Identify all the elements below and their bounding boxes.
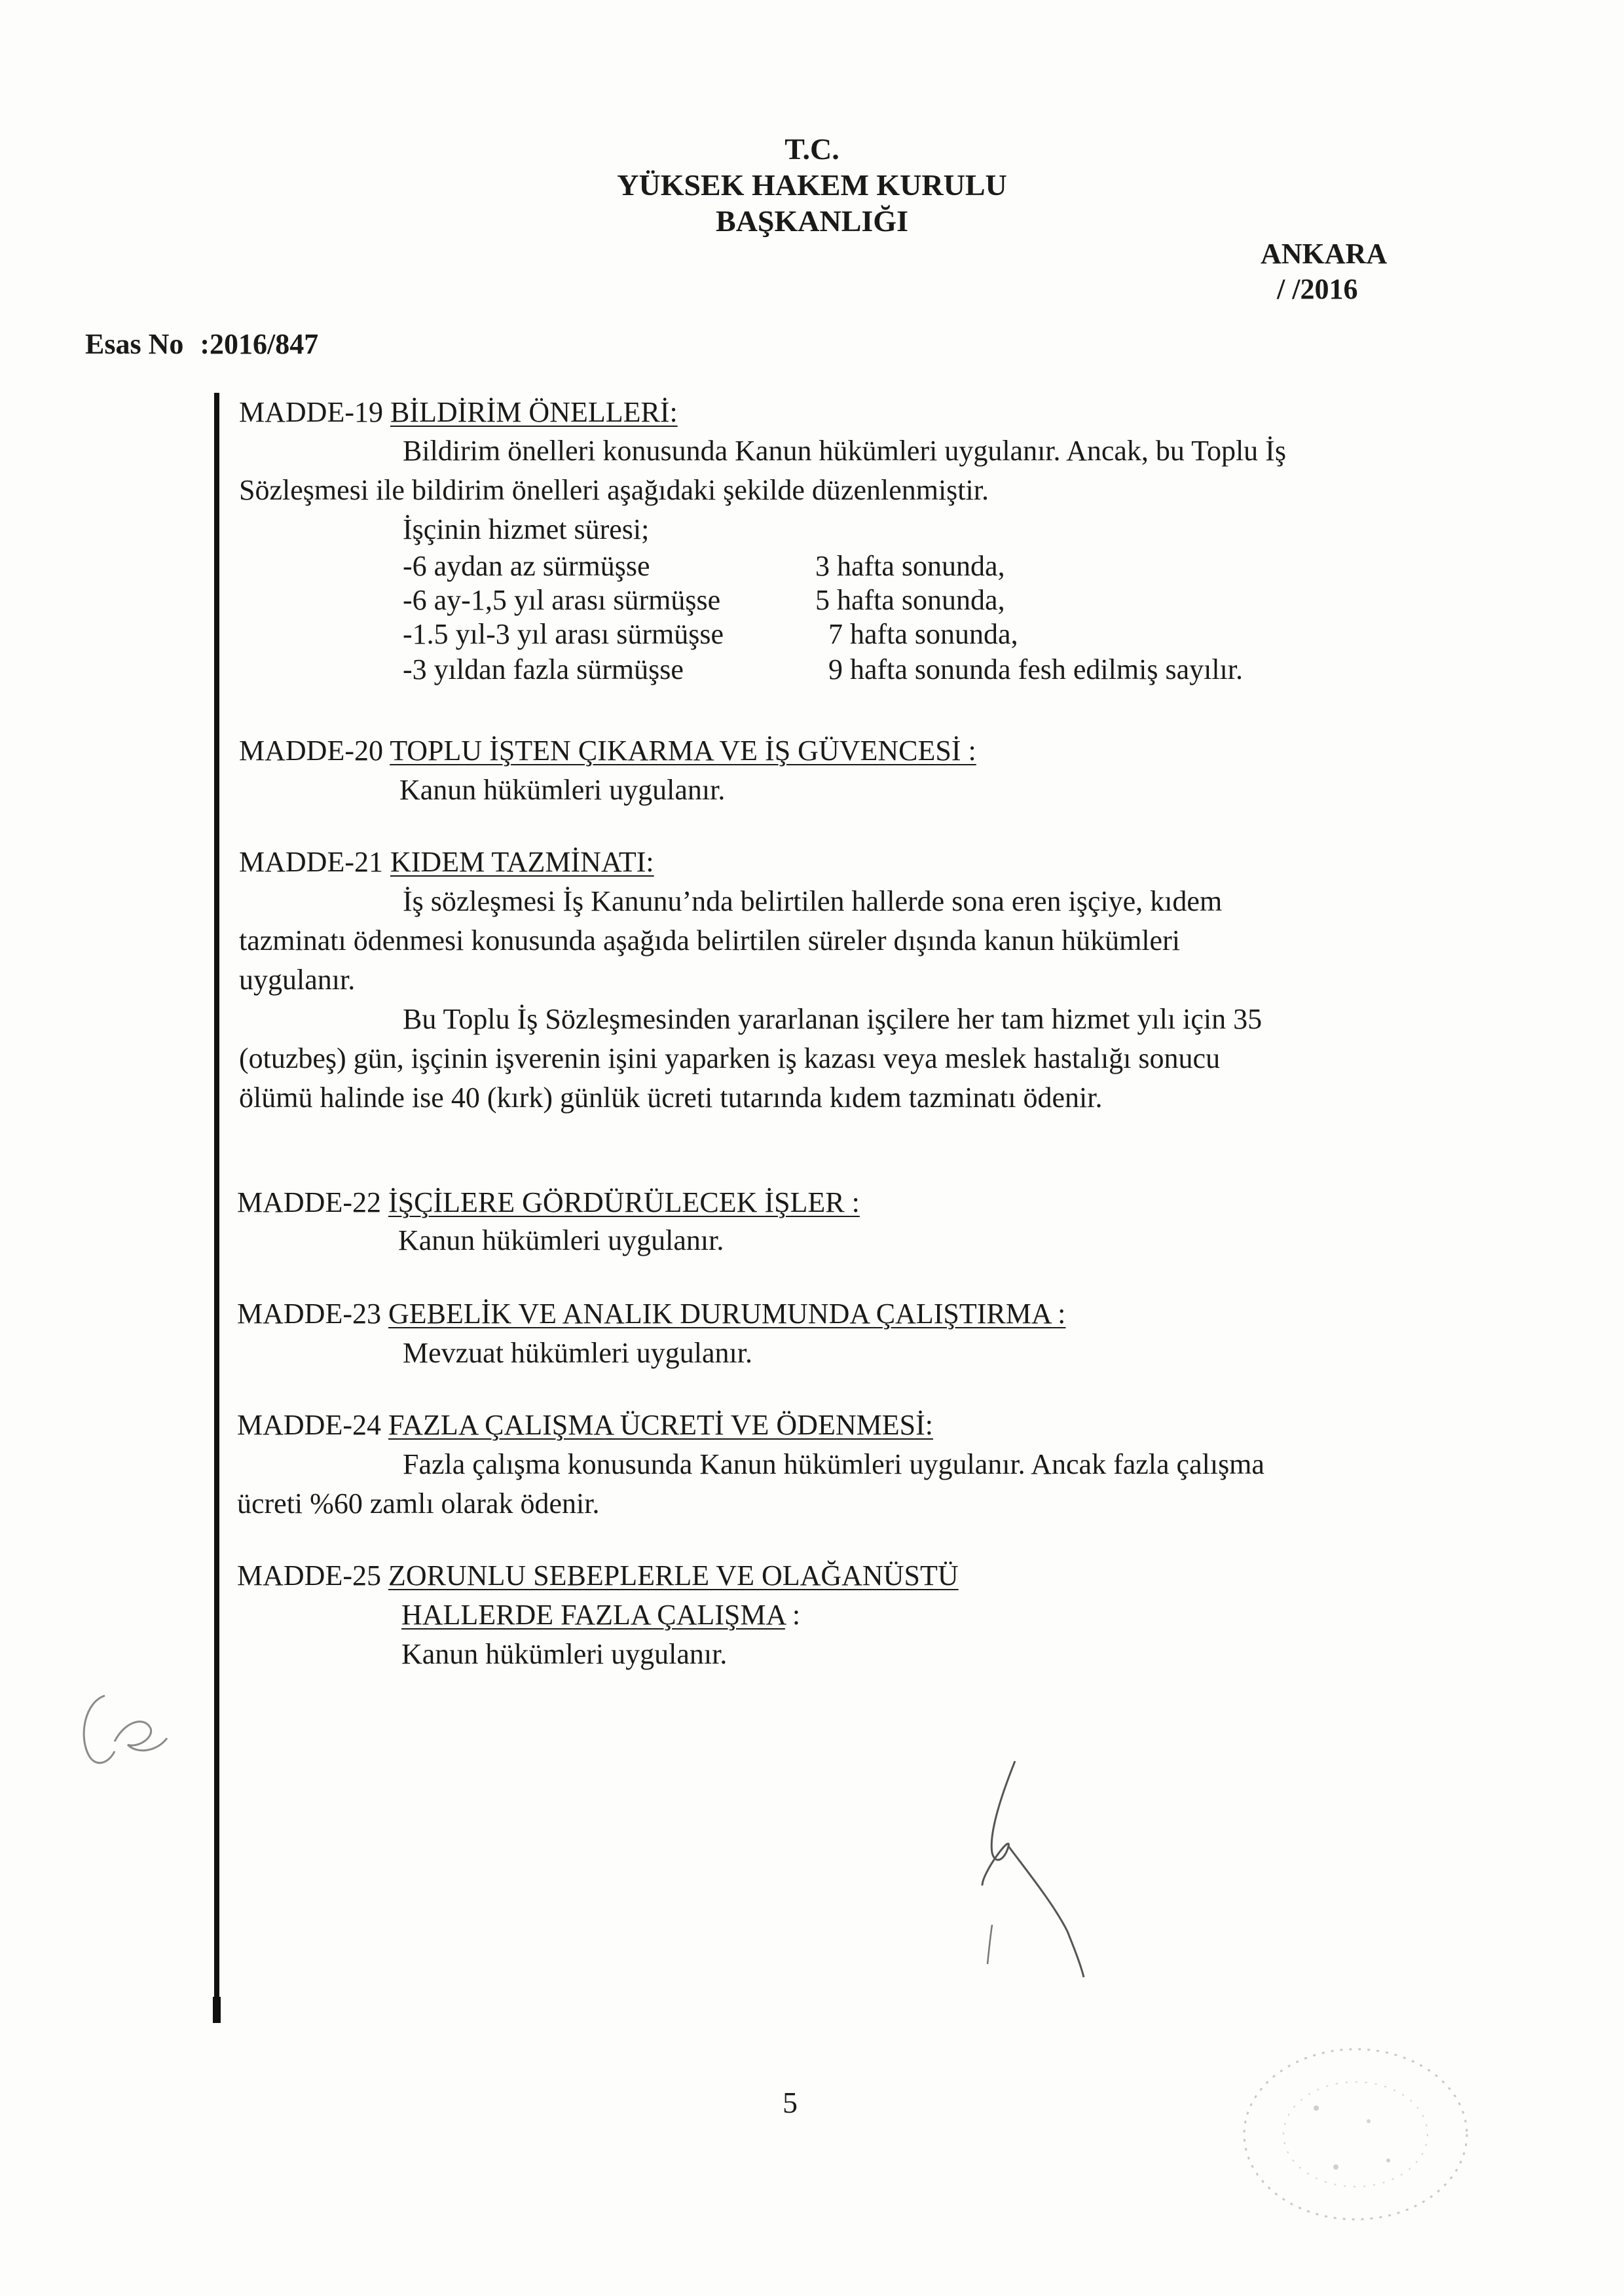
article-24-title: FAZLA ÇALIŞMA ÜCRETİ VE ÖDENMESİ: (388, 1409, 933, 1441)
notice-row-right: 3 hafta sonunda, (815, 550, 1005, 582)
handwritten-signature (943, 1755, 1113, 1990)
article-24-p1-line1: Fazla çalışma konusunda Kanun hükümleri uygulanır. Ancak fazla çalışma (403, 1448, 1264, 1480)
notice-row-right: 9 hafta sonunda fesh edilmiş sayılır. (828, 653, 1243, 685)
article-19-prefix: MADDE-19 (239, 396, 390, 428)
article-25-title-line1: ZORUNLU SEBEPLERLE VE OLAĞANÜSTÜ (388, 1559, 959, 1592)
article-19-p1-line2: Sözleşmesi ile bildirim önelleri aşağıdaki şekilde düzenlenmiştir. (239, 474, 989, 506)
article-21-p1-line1: İş sözleşmesi İş Kanunu’nda belirtilen hallerde sona eren işçiye, kıdem (403, 885, 1223, 917)
article-22-body: Kanun hükümleri uygulanır. (398, 1224, 724, 1256)
article-21-p2-line1: Bu Toplu İş Sözleşmesinden yararlanan işçilere her tam hizmet yılı için 35 (403, 1003, 1263, 1035)
page-number: 5 (783, 2086, 798, 2119)
article-20-title: TOPLU İŞTEN ÇIKARMA VE İŞ GÜVENCESİ : (390, 735, 976, 767)
city: ANKARA (1261, 238, 1388, 270)
article-23-prefix: MADDE-23 (237, 1298, 388, 1330)
notice-row-left: -6 aydan az sürmüşse (403, 550, 650, 582)
notice-row-left: -3 yıldan fazla sürmüşse (403, 653, 684, 685)
article-21-p1-line3: uygulanır. (239, 964, 356, 996)
article-19-p1-line1: Bildirim önelleri konusunda Kanun hükümleri uygulanır. Ancak, bu Toplu İş (403, 435, 1286, 467)
margin-bar-end (213, 1997, 221, 2023)
notice-row-left: -6 ay-1,5 yıl arası sürmüşse (403, 584, 721, 616)
article-23-body: Mevzuat hükümleri uygulanır. (403, 1337, 752, 1369)
handwritten-initial-left (59, 1676, 190, 1794)
article-24-prefix: MADDE-24 (237, 1409, 388, 1441)
article-21-title: KIDEM TAZMİNATI: (390, 846, 654, 878)
article-21-p2-line3: ölümü halinde ise 40 (kırk) günlük ücreti tutarında kıdem tazminatı ödenir. (239, 1082, 1103, 1114)
article-22-title: İŞÇİLERE GÖRDÜRÜLECEK İŞLER : (388, 1186, 860, 1218)
article-24-p1-line2: ücreti %60 zamlı olarak ödenir. (237, 1487, 600, 1520)
article-25-title-suffix: : (784, 1599, 801, 1631)
article-25-heading-line2 (401, 1594, 800, 1636)
case-number-line (85, 327, 318, 361)
faint-stamp (1218, 2030, 1493, 2239)
header-tc: T.C. (784, 132, 840, 166)
article-21-heading (239, 841, 654, 883)
article-19-service-intro: İşçinin hizmet süresi; (403, 513, 650, 545)
margin-bar (214, 393, 219, 2016)
notice-row-right: 5 hafta sonunda, (815, 584, 1005, 616)
article-21-p1-line2: tazminatı ödenmesi konusunda aşağıda belirtilen süreler dışında kanun hükümleri (239, 924, 1180, 957)
notice-row-left: -1.5 yıl-3 yıl arası sürmüşse (403, 618, 724, 650)
article-21-p2-line2: (otuzbeş) gün, işçinin işverenin işini yaparken iş kazası veya meslek hastalığı sonucu (239, 1042, 1221, 1074)
article-20-prefix: MADDE-20 (239, 735, 390, 767)
header-institution: YÜKSEK HAKEM KURULU (617, 168, 1007, 202)
article-21-prefix: MADDE-21 (239, 846, 390, 878)
article-22-heading (237, 1182, 860, 1224)
article-19-title: BİLDİRİM ÖNELLERİ: (390, 396, 678, 428)
article-25-title-line2: HALLERDE FAZLA ÇALIŞMA (401, 1599, 785, 1631)
article-20-body: Kanun hükümleri uygulanır. (399, 774, 726, 806)
article-22-prefix: MADDE-22 (237, 1186, 388, 1218)
case-label: Esas No (85, 328, 184, 360)
article-23-heading (237, 1293, 1065, 1335)
article-25-body: Kanun hükümleri uygulanır. (401, 1638, 728, 1670)
notice-row-right: 7 hafta sonunda, (828, 618, 1018, 650)
article-24-heading (237, 1404, 933, 1446)
header-presidency: BAŞKANLIĞI (716, 204, 908, 238)
date: / /2016 (1277, 273, 1358, 305)
article-25-heading (237, 1555, 959, 1597)
article-23-title: GEBELİK VE ANALIK DURUMUNDA ÇALIŞTIRMA : (388, 1298, 1066, 1330)
article-19-heading (239, 392, 678, 433)
article-20-heading (239, 730, 976, 772)
case-number: :2016/847 (200, 328, 319, 360)
article-25-prefix: MADDE-25 (237, 1559, 388, 1592)
